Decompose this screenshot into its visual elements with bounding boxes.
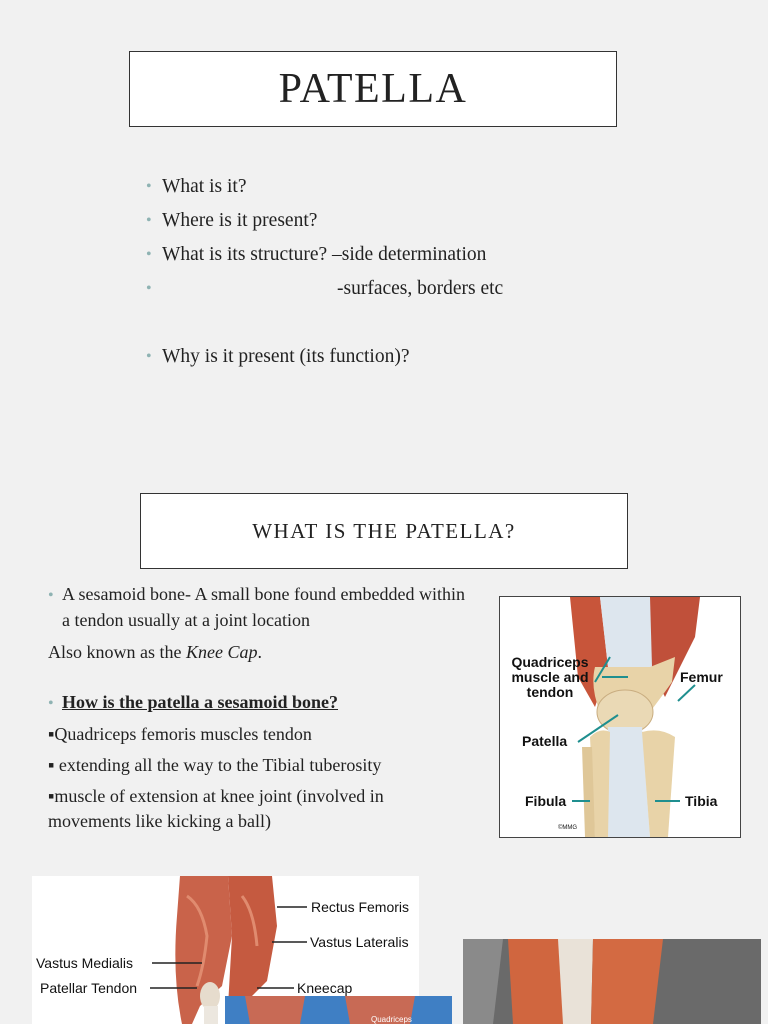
thigh-photo xyxy=(463,939,761,1024)
aka-line: Also known as the Knee Cap. xyxy=(48,642,262,662)
point-line: movements like kicking a ball) xyxy=(48,811,271,831)
bullet-icon: • xyxy=(146,280,152,297)
section-title: WHAT IS THE PATELLA? xyxy=(252,518,516,543)
title-box xyxy=(129,51,617,127)
quadriceps-label: Quadriceps muscle and tendon xyxy=(511,654,589,700)
bullet-icon: • xyxy=(48,587,54,604)
slide-title: PATELLA xyxy=(278,66,468,112)
bullet-icon: • xyxy=(146,212,152,229)
list-item: • What is it? xyxy=(146,170,566,204)
question-list xyxy=(146,170,566,374)
definition-line: • A sesamoid bone- A small bone found embedded within xyxy=(48,582,498,608)
patella-label: Patella xyxy=(522,733,568,749)
bullet-icon: • xyxy=(48,695,54,712)
list-item: • -surfaces, borders etc xyxy=(146,272,566,306)
point-line: ▪ extending all the way to the Tibial tuberosity xyxy=(48,755,382,775)
rectus-femoris-label: Rectus Femoris xyxy=(311,899,410,915)
list-item: • Why is it present (its function)? xyxy=(146,340,566,374)
credit-label: ©MMG xyxy=(558,825,578,831)
quadriceps-inset xyxy=(225,996,452,1024)
point-line: ▪Quadriceps femoris muscles tendon xyxy=(48,724,312,744)
list-item: • What is its structure? –side determination xyxy=(146,238,566,272)
definition-line: a tendon usually at a joint location xyxy=(62,610,310,630)
fibula-label: Fibula xyxy=(525,793,567,809)
inset-label: Quadriceps xyxy=(371,1015,412,1024)
section-title-box xyxy=(140,493,628,569)
femur-label: Femur xyxy=(680,669,723,685)
bullet-icon: • xyxy=(146,246,152,263)
kneecap-label: Kneecap xyxy=(297,980,353,996)
bullet-icon: • xyxy=(146,348,152,365)
definition-block xyxy=(48,582,498,834)
question-line: • How is the patella a sesamoid bone? xyxy=(48,690,498,716)
vastus-lateralis-label: Vastus Lateralis xyxy=(310,934,409,950)
patellar-tendon-label: Patellar Tendon xyxy=(40,980,138,996)
tibia-label: Tibia xyxy=(685,793,718,809)
vastus-medialis-label: Vastus Medialis xyxy=(36,955,134,971)
point-line: ▪muscle of extension at knee joint (involved in xyxy=(48,786,384,806)
bullet-icon: • xyxy=(146,178,152,195)
list-item: • Where is it present? xyxy=(146,204,566,238)
aka-term: Knee Cap xyxy=(186,642,258,662)
knee-figure xyxy=(499,596,741,838)
